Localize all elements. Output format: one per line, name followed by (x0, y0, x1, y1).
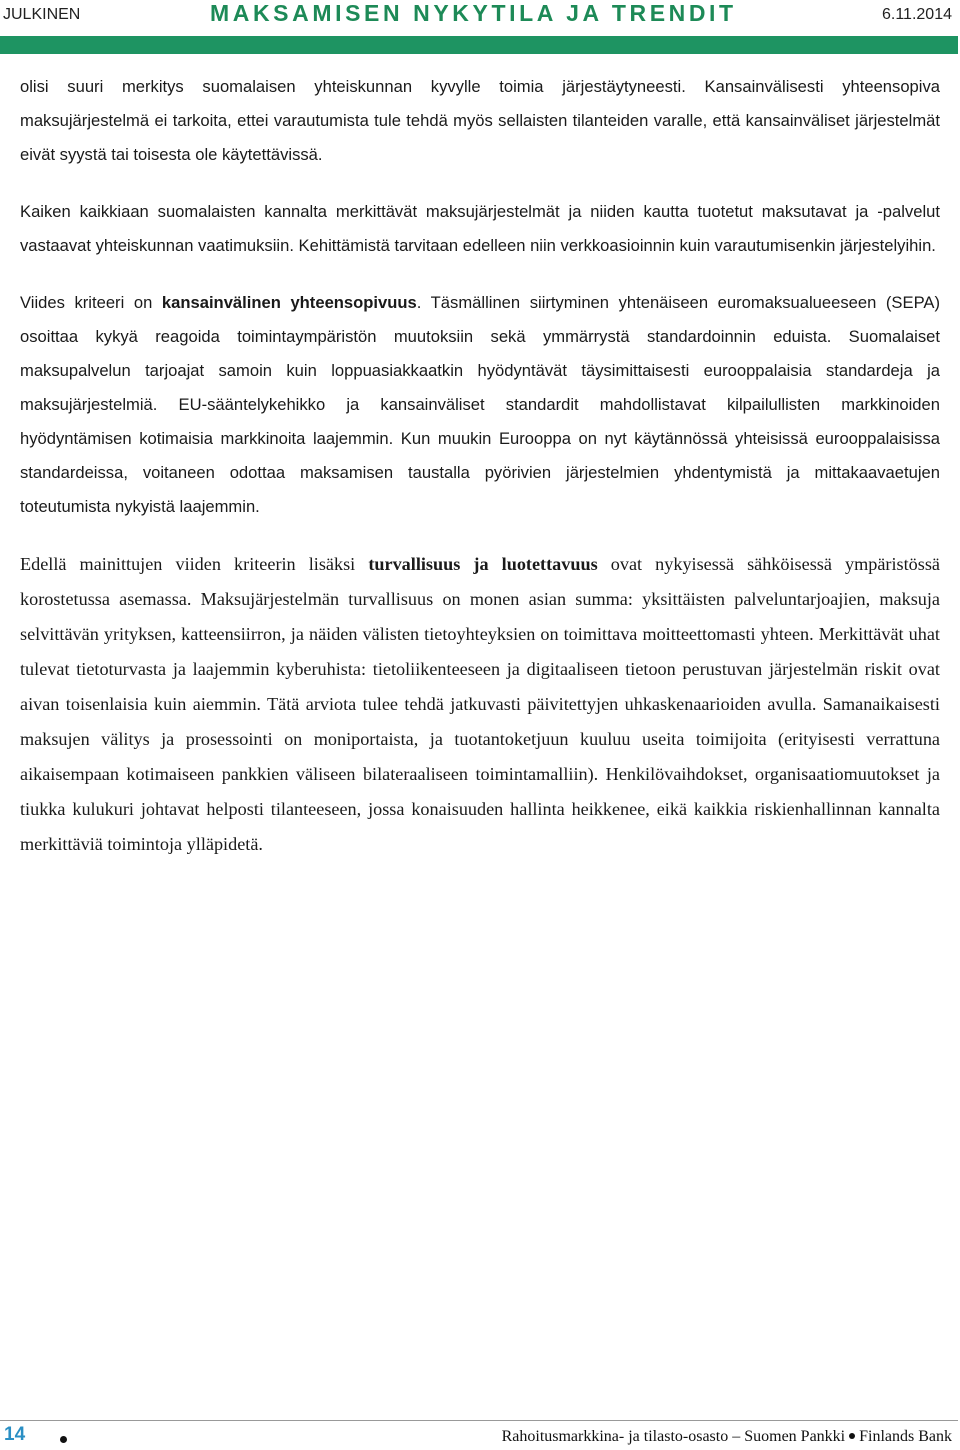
paragraph-4 (20, 547, 940, 862)
classification-label: JULKINEN (3, 6, 81, 23)
paragraph-2: Kaiken kaikkiaan suomalaisten kannalta merkittävät maksujärjestelmät ja niiden kautta tuotetut maksutavat ja -palvelut vastaavat yhteiskunnan vaatimuksiin. Kehittämistä tarvitaan edelleen niin verkkoasioinnin kuin varautumisenkin järjestelyihin. (20, 202, 940, 255)
department-name: Rahoitusmarkkina- ja tilasto-osasto (501, 1428, 729, 1445)
bank-name-fi: Suomen Pankki (744, 1428, 846, 1445)
document-date: 6.11.2014 (882, 6, 952, 23)
bullet-icon (60, 1436, 67, 1443)
paragraph-4-emphasis: turvallisuus ja luotettavuus (368, 554, 598, 574)
paragraph-3 (20, 286, 940, 524)
footer-separator: – (732, 1428, 741, 1445)
paragraph-3-text: . Täsmällinen siirtyminen yhtenäiseen euromaksualueeseen (SEPA) osoittaa kykyä reagoida toimintaympäristön muutoksiin sekä ymmärrystä standardoinnin eduista. Suomalaiset maksupalvelun tarjoajat samoin kuin loppuasiakkaatkin hyödyntävät täysimittaisesti eurooppalaisia standardeja ja maksujärjestelmiä. EU-sääntelykehikko ja kansainväliset standardit mahdollistavat kilpailullisten markkinoiden hyödyntämisen kotimaisia markkinoita laajemmin. Kun muukin Eurooppa on nyt käytännössä yhteisissä eurooppalaisissa standardeissa, voitaneen odottaa maksamisen taustalla pyörivien järjestelmien yhdentymistä ja mittakaavaetujen toteutumista nykyistä laajemmin. (20, 293, 940, 516)
footer-source (502, 1428, 952, 1446)
header-green-bar (0, 36, 958, 54)
paragraph-3-emphasis: kansainvälinen yhteensopivuus (161, 293, 417, 312)
paragraph-4-intro: Edellä mainittujen viiden kriteerin lisäksi (20, 554, 369, 574)
bank-name-sv: Finlands Bank (859, 1428, 952, 1445)
page-footer (0, 1420, 960, 1450)
paragraph-1: olisi suuri merkitys suomalaisen yhteiskunnan kyvylle toimia järjestäytyneesti. Kansainvälisesti yhteensopiva maksujärjestelmä ei tarkoita, ettei varautumista tule tehdä myös sellaisten tilanteiden varalle, että kansainväliset järjestelmät eivät syystä tai toisesta ole käytettävissä. (20, 77, 940, 164)
page-header (0, 0, 960, 34)
document-title: MAKSAMISEN NYKYTILA JA TRENDIT (210, 0, 737, 26)
paragraph-4-text: ovat nykyisessä sähköisessä ympäristössä korostetussa asemassa. Maksujärjestelmän turvallisuus on monen asian summa: yksittäisten palveluntarjoajien, maksuja selvittävän yrityksen, katteensiirron, ja näiden välisten tietoyhteyksien on toimittava moitteettomasti yhteen. Merkittävät uhat tulevat tietoturvasta ja laajemmin kyberuhista: tietoliikenteeseen ja digitaaliseen tietoon perustuvan järjestelmän riskit ovat aivan toisenlaisia kuin aiemmin. Tätä arviota tulee tehdä jatkuvasti päivitettyjen uhkaskenaarioiden avulla. Samanaikaisesti maksujen välitys ja prosessointi on moniportaista, ja tuotantoketjuun kuuluu useita toimijoita (erityisesti verrattuna aikaisempaan kotimaiseen pankkien väliseen bilateraaliseen toimintamalliin). Henkilövaihdokset, organisaatiomuutokset ja tiukka kulukuri johtavat helposti tilanteeseen, jossa konaisuuden hallinta heikkenee, eikä kaikkia riskienhallinnan kannalta merkittäviä toimintoja ylläpidetä. (20, 554, 940, 854)
document-body (20, 70, 940, 885)
footer-divider (0, 1420, 958, 1421)
paragraph-3-intro: Viides kriteeri on (20, 293, 162, 312)
bullet-icon (849, 1433, 855, 1439)
page-number: 14 (4, 1424, 26, 1445)
